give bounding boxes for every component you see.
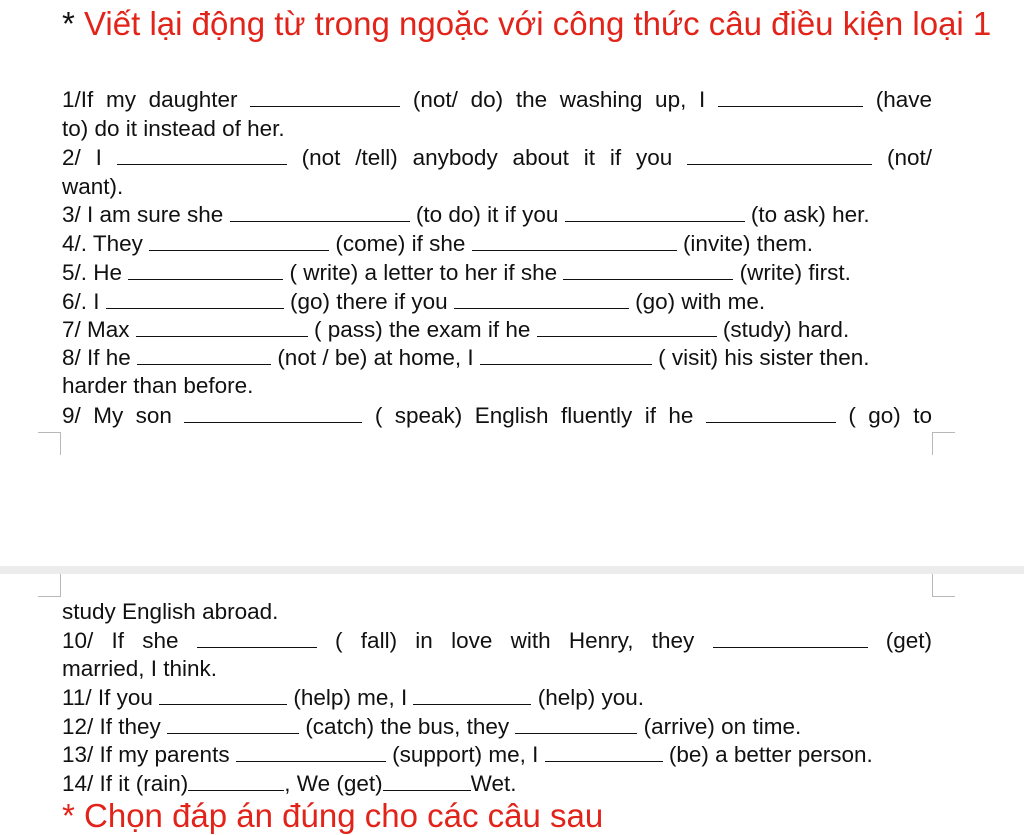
exercise-line: 7/ Max ( pass) the exam if he (study) hard. <box>62 317 850 342</box>
answer-blank <box>184 402 362 423</box>
exercise-line: 3/ I am sure she (to do) it if you (to ask) her. <box>62 202 870 227</box>
exercise-line: 14/ If it (rain) , We (get) Wet. <box>62 771 517 796</box>
answer-blank <box>413 684 531 705</box>
exercise-line: want). <box>62 174 124 199</box>
answer-blank <box>472 230 677 251</box>
exercise-line: study English abroad. <box>62 599 279 624</box>
exercise-line: 13/ If my parents (support) me, I (be) a better person. <box>62 742 873 767</box>
answer-blank <box>545 741 663 762</box>
exercise-title <box>62 4 991 43</box>
exercise-line: 8/ If he (not / be) at home, I ( visit) his sister then. <box>62 345 870 370</box>
answer-blank <box>454 288 629 309</box>
answer-blank <box>250 86 400 107</box>
answer-blank <box>136 316 308 337</box>
answer-blank <box>167 713 299 734</box>
exercise-line: to) do it instead of her. <box>62 116 285 141</box>
answer-blank <box>159 684 287 705</box>
page-margin-corner-mark <box>932 574 955 597</box>
exercise-line: 6/. I (go) there if you (go) with me. <box>62 289 766 314</box>
exercise-line: 4/. They (come) if she (invite) them. <box>62 231 813 256</box>
answer-blank <box>197 627 317 648</box>
answer-blank <box>149 230 329 251</box>
exercise-line: 2/ I (not /tell) anybody about it if you (not/ <box>62 145 932 170</box>
page-margin-corner-mark <box>38 432 61 455</box>
answer-blank <box>383 770 471 791</box>
answer-blank <box>563 259 733 280</box>
exercise-line: 11/ If you (help) me, I (help) you. <box>62 685 645 710</box>
answer-blank <box>137 344 271 365</box>
answer-blank <box>537 316 717 337</box>
answer-blank <box>230 201 410 222</box>
answer-blank <box>117 144 287 165</box>
answer-blank <box>515 713 637 734</box>
exercise-line: 10/ If she ( fall) in love with Henry, they (get) <box>62 628 933 653</box>
page-separator <box>0 566 1024 574</box>
answer-blank <box>687 144 872 165</box>
page-margin-corner-mark <box>932 432 955 455</box>
answer-blank <box>236 741 386 762</box>
title-star: * <box>62 5 75 42</box>
answer-blank <box>565 201 745 222</box>
page-margin-corner-mark <box>38 574 61 597</box>
exercise-line: 1/If my daughter (not/ do) the washing up, I (have <box>62 87 932 112</box>
document-page-2 <box>0 574 1024 834</box>
answer-blank <box>480 344 652 365</box>
answer-blank <box>188 770 284 791</box>
answer-blank <box>713 627 868 648</box>
exercise-line: 9/ My son ( speak) English fluently if he ( go) to <box>62 403 933 428</box>
answer-blank <box>706 402 836 423</box>
exercise-line: harder than before. <box>62 373 254 398</box>
answer-blank <box>718 86 863 107</box>
exercise-line: 12/ If they (catch) the bus, they (arrive) on time. <box>62 714 802 739</box>
exercise-line: married, I think. <box>62 656 218 681</box>
title-text: Viết lại động từ trong ngoặc với công thức câu điều kiện loại 1 <box>84 5 992 42</box>
answer-blank <box>128 259 283 280</box>
answer-blank <box>106 288 284 309</box>
exercise-line: 5/. He ( write) a letter to her if she (write) first. <box>62 260 851 285</box>
next-exercise-heading: * Chọn đáp án đúng cho các câu sau <box>62 797 604 834</box>
